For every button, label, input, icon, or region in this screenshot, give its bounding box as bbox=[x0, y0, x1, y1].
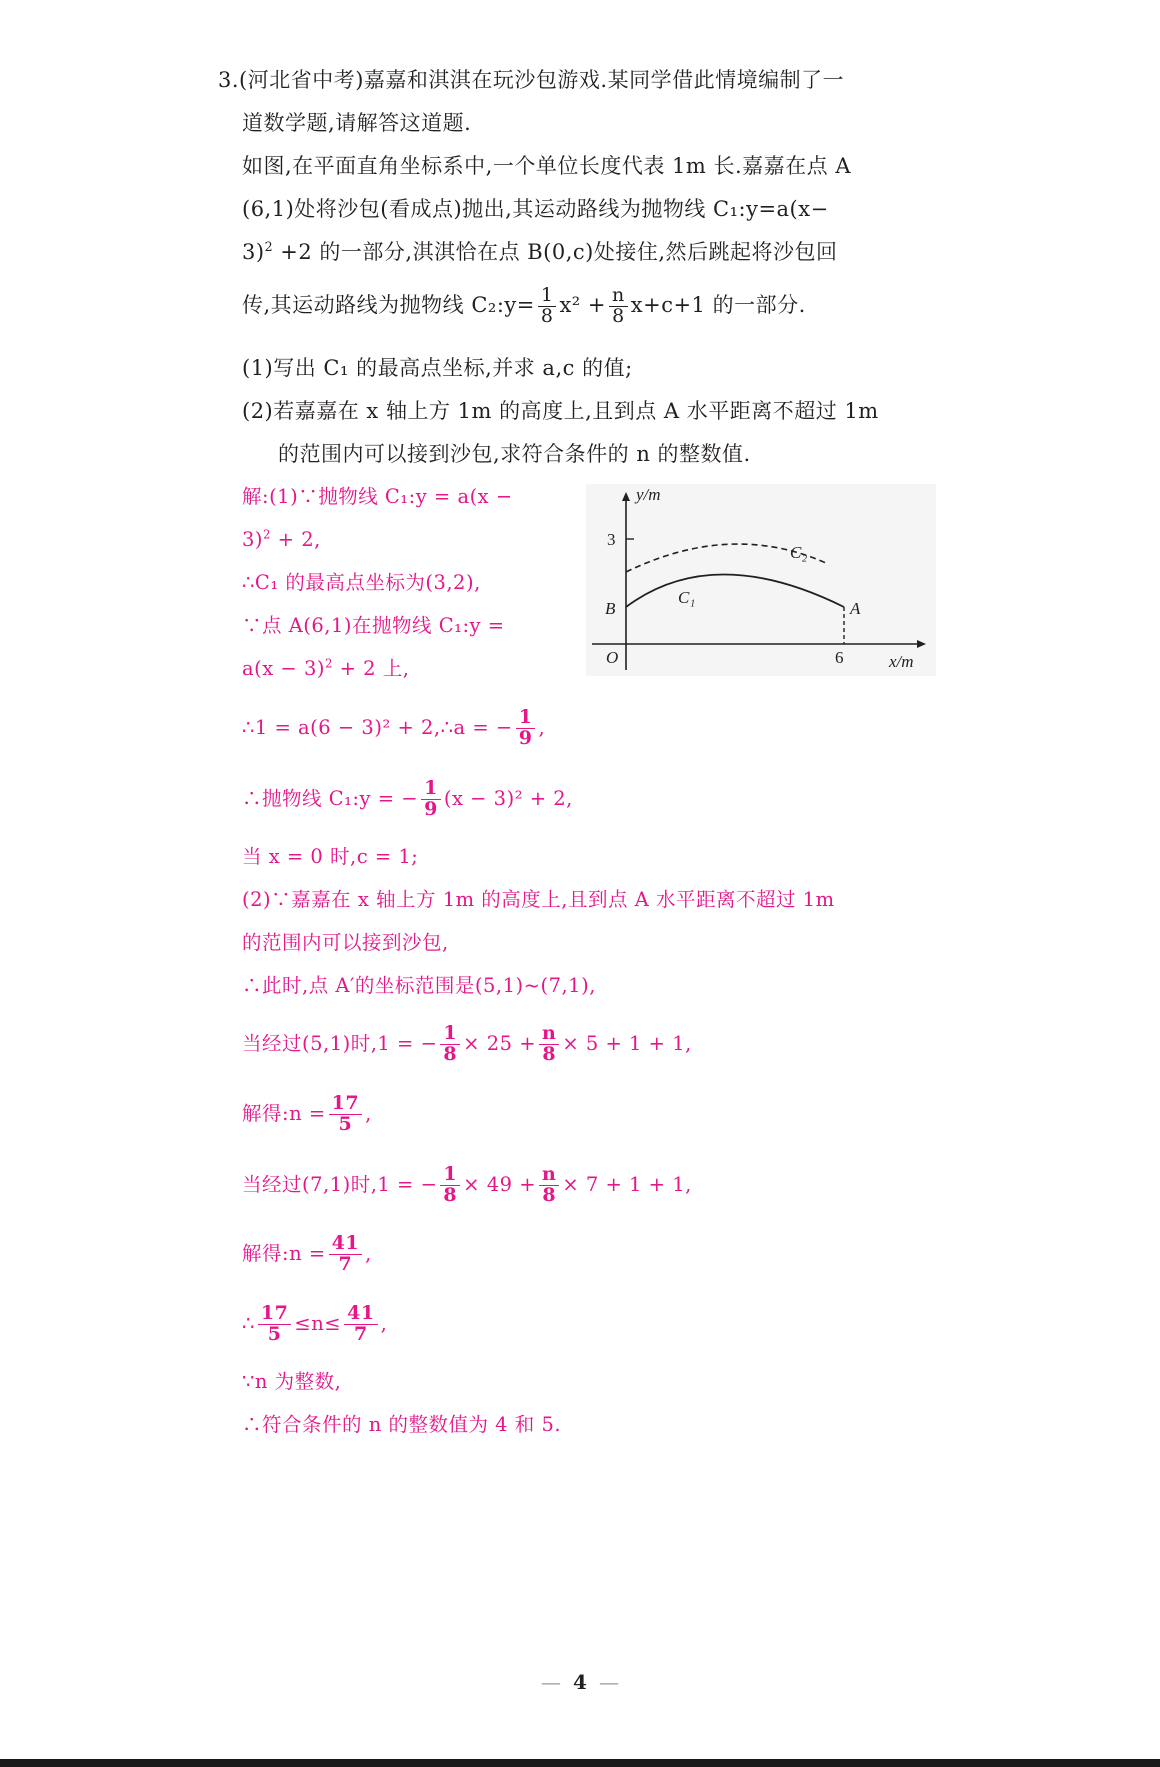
fraction: $\frac{1}{8}$ bbox=[538, 286, 557, 327]
curve-c2-label: C₂ bbox=[790, 543, 808, 562]
solution-line: 3)$^2$ + 2, bbox=[242, 527, 321, 551]
fraction: $\frac{1}{8}$ bbox=[440, 1165, 460, 1206]
solution-line: ∴C₁ 的最高点坐标为(3,2), bbox=[242, 571, 481, 594]
fraction: $\frac{1}{8}$ bbox=[440, 1024, 460, 1065]
question-part-1: (1)写出 C₁ 的最高点坐标,并求 a,c 的值; bbox=[242, 356, 633, 380]
question-line-5: 3)$^2$ +2 的一部分,淇淇恰在点 B(0,c)处接住,然后跳起将沙包回 bbox=[242, 238, 838, 264]
question-part-2-line-2: 的范围内可以接到沙包,求符合条件的 n 的整数值. bbox=[278, 442, 751, 466]
fraction: $\frac{41}{7}$ bbox=[329, 1234, 362, 1275]
solution-line: ∵点 A(6,1)在抛物线 C₁:y = bbox=[242, 614, 505, 637]
point-a-label: A bbox=[850, 599, 861, 618]
solution-line: ∴符合条件的 n 的整数值为 4 和 5. bbox=[242, 1413, 562, 1436]
question-number: 3. bbox=[218, 68, 240, 92]
solution-line: 当 x = 0 时,c = 1; bbox=[242, 845, 419, 868]
point-b-label: B bbox=[605, 599, 616, 618]
solution-line: 解得:n = $\frac{17}{5}$ , bbox=[242, 1092, 372, 1135]
solution-line: $a(x - 3)^2 + 2$ 上, bbox=[242, 656, 410, 680]
solution-line: ∴1 = a(6 − 3)² + 2,∴a = − $\frac{1}{9}$ , bbox=[242, 706, 546, 749]
page-number: 4 bbox=[573, 1670, 587, 1694]
fraction: $\frac{1}{9}$ bbox=[516, 708, 536, 749]
solution-line: 的范围内可以接到沙包, bbox=[242, 931, 449, 954]
question-line-2: 道数学题,请解答这道题. bbox=[242, 111, 472, 135]
origin-label: O bbox=[606, 648, 619, 667]
solution-line: (2)∵嘉嘉在 x 轴上方 1m 的高度上,且到点 A 水平距离不超过 1m bbox=[242, 888, 835, 911]
graph-background bbox=[586, 484, 936, 676]
solution-line: ∴此时,点 A′的坐标范围是(5,1)~(7,1), bbox=[242, 974, 596, 997]
solution-line: ∴ $\frac{17}{5}$ ≤n≤ $\frac{41}{7}$ , bbox=[242, 1302, 388, 1345]
fraction: $\frac{1}{9}$ bbox=[421, 779, 441, 820]
page-footer: — 4 — bbox=[541, 1670, 619, 1694]
question-line-6: 传,其运动路线为抛物线 C₂:y= $\frac{1}{8}$ x² + $\frac{n}{8}$ x+c+1 的一部分. bbox=[242, 284, 806, 327]
x-tick-label: 6 bbox=[835, 648, 844, 667]
question-part-2-line-1: (2)若嘉嘉在 x 轴上方 1m 的高度上,且到点 A 水平距离不超过 1m bbox=[242, 399, 879, 423]
question-line-1: 3.(河北省中考)嘉嘉和淇淇在玩沙包游戏.某同学借此情境编制了一 bbox=[218, 68, 845, 92]
fraction: $\frac{41}{7}$ bbox=[344, 1304, 377, 1345]
fraction: $\frac{n}{8}$ bbox=[539, 1165, 559, 1206]
bottom-bar bbox=[0, 1759, 1160, 1767]
x-axis-label: x/m bbox=[889, 652, 914, 671]
y-axis-label: y/m bbox=[636, 485, 661, 504]
curve-c1-label: C₁ bbox=[678, 588, 696, 607]
fraction: $\frac{n}{8}$ bbox=[539, 1024, 559, 1065]
y-tick-label: 3 bbox=[607, 530, 616, 549]
solution-line: ∴抛物线 C₁:y = − $\frac{1}{9}$ (x − 3)² + 2, bbox=[242, 777, 573, 820]
solution-line: ∵n 为整数, bbox=[242, 1370, 342, 1393]
fraction: $\frac{n}{8}$ bbox=[609, 286, 628, 327]
question-line-4: (6,1)处将沙包(看成点)抛出,其运动路线为抛物线 C₁:y=a(x− bbox=[242, 197, 829, 221]
question-line-3: 如图,在平面直角坐标系中,一个单位长度代表 1m 长.嘉嘉在点 A bbox=[242, 154, 851, 178]
solution-line: 解得:n = $\frac{41}{7}$ , bbox=[242, 1232, 372, 1275]
parabola-graph bbox=[586, 484, 936, 676]
solution-line: 解:(1)∵抛物线 C₁:y = a(x − bbox=[242, 485, 513, 508]
solution-line: 当经过(7,1)时,1 = − $\frac{1}{8}$ × 49 + $\frac{n}{8}$ × 7 + 1 + 1, bbox=[242, 1163, 692, 1206]
solution-line: 当经过(5,1)时,1 = − $\frac{1}{8}$ × 25 + $\frac{n}{8}$ × 5 + 1 + 1, bbox=[242, 1022, 692, 1065]
fraction: $\frac{17}{5}$ bbox=[329, 1094, 362, 1135]
fraction: $\frac{17}{5}$ bbox=[258, 1304, 291, 1345]
